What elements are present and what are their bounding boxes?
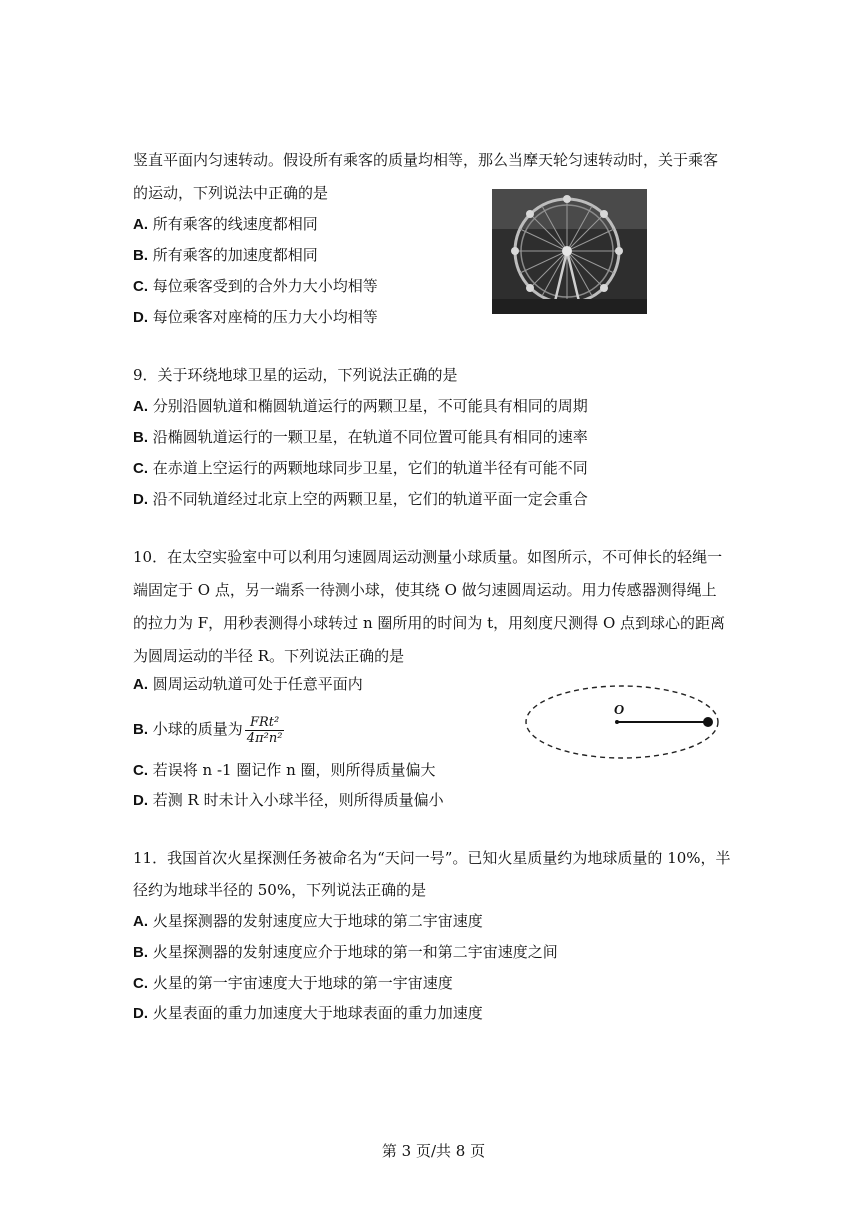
q9-option-c: [133, 458, 588, 479]
q8-option-b: [133, 245, 318, 266]
option-letter: A.: [133, 216, 148, 233]
q10-stem-line4: 为圆周运动的半径 R。下列说法正确的是: [133, 647, 405, 665]
option-letter: D.: [133, 792, 148, 809]
q10-option-a: [133, 674, 363, 695]
q9-stem: 9．关于环绕地球卫星的运动，下列说法正确的是: [133, 366, 458, 384]
option-text: 小球的质量为: [152, 720, 243, 738]
option-letter: C.: [133, 762, 148, 779]
q8-option-d: [133, 307, 378, 328]
q8-option-c: [133, 276, 378, 297]
option-letter: B.: [133, 721, 148, 738]
q8-option-a: [133, 214, 318, 235]
option-letter: D.: [133, 491, 148, 508]
mass-formula: [245, 715, 285, 746]
q11-option-b: [133, 942, 558, 963]
q10-option-b: [133, 712, 284, 747]
option-text: 火星表面的重力加速度大于地球表面的重力加速度: [152, 1004, 483, 1022]
option-letter: A.: [133, 913, 148, 930]
q10-option-d: [133, 790, 444, 811]
q8-stem-line1: 竖直平面内匀速转动。假设所有乘客的质量均相等，那么当摩天轮匀速转动时，关于乘客: [133, 151, 719, 169]
option-text: 所有乘客的线速度都相同: [152, 215, 318, 233]
option-letter: C.: [133, 975, 148, 992]
q10-stem-line1: 10．在太空实验室中可以利用匀速圆周运动测量小球质量。如图所示，不可伸长的轻绳一: [133, 548, 723, 566]
option-letter: B.: [133, 944, 148, 961]
formula-denominator: 4π²n²: [246, 730, 283, 746]
option-text: 若测 R 时未计入小球半径，则所得质量偏小: [152, 791, 444, 809]
circular-motion-diagram: [520, 683, 720, 783]
option-text: 每位乘客对座椅的压力大小均相等: [152, 308, 378, 326]
option-letter: C.: [133, 460, 148, 477]
q9-option-b: [133, 427, 588, 448]
option-letter: B.: [133, 429, 148, 446]
option-letter: A.: [133, 398, 148, 415]
q10-option-c: [133, 760, 436, 781]
option-text: 每位乘客受到的合外力大小均相等: [152, 277, 378, 295]
center-point: [615, 720, 619, 724]
q11-stem-line1: 11．我国首次火星探测任务被命名为“天问一号”。已知火星质量约为地球质量的 10%，半: [133, 849, 731, 867]
center-label: O: [614, 703, 625, 718]
ferris-wheel-photo: [492, 189, 647, 314]
option-text: 沿不同轨道经过北京上空的两颗卫星，它们的轨道平面一定会重合: [152, 490, 588, 508]
option-text: 火星探测器的发射速度应大于地球的第二宇宙速度: [152, 912, 483, 930]
q11-option-a: [133, 911, 483, 932]
option-text: 分别沿圆轨道和椭圆轨道运行的两颗卫星，不可能具有相同的周期: [152, 397, 588, 415]
q11-option-d: [133, 1003, 483, 1024]
q11-stem-line2: 径约为地球半径的 50%，下列说法正确的是: [133, 881, 427, 899]
option-text: 沿椭圆轨道运行的一颗卫星，在轨道不同位置可能具有相同的速率: [152, 428, 588, 446]
option-letter: D.: [133, 1005, 148, 1022]
option-text: 火星的第一宇宙速度大于地球的第一宇宙速度: [152, 974, 453, 992]
option-letter: C.: [133, 278, 148, 295]
q9-option-d: [133, 489, 588, 510]
formula-numerator: FRt²: [245, 715, 285, 731]
option-text: 火星探测器的发射速度应介于地球的第一和第二宇宙速度之间: [152, 943, 558, 961]
option-letter: B.: [133, 247, 148, 264]
ball: [703, 717, 713, 727]
q10-stem-line3: 的拉力为 F，用秒表测得小球转过 n 圈所用的时间为 t，用刻度尺测得 O 点到球心的距离: [133, 614, 726, 632]
option-letter: D.: [133, 309, 148, 326]
option-text: 所有乘客的加速度都相同: [152, 246, 318, 264]
q9-option-a: [133, 396, 588, 417]
page-number: 第 3 页/共 8 页: [381, 1142, 486, 1160]
option-letter: A.: [133, 676, 148, 693]
option-text: 在赤道上空运行的两颗地球同步卫星，它们的轨道半径有可能不同: [152, 459, 588, 477]
option-text: 圆周运动轨道可处于任意平面内: [152, 675, 363, 693]
q10-stem-line2: 端固定于 O 点，另一端系一待测小球，使其绕 O 做匀速圆周运动。用力传感器测得绳上: [133, 581, 717, 599]
q8-stem-line2: 的运动，下列说法中正确的是: [133, 184, 329, 202]
q11-option-c: [133, 973, 453, 994]
option-text: 若误将 n -1 圈记作 n 圈，则所得质量偏大: [152, 761, 436, 779]
